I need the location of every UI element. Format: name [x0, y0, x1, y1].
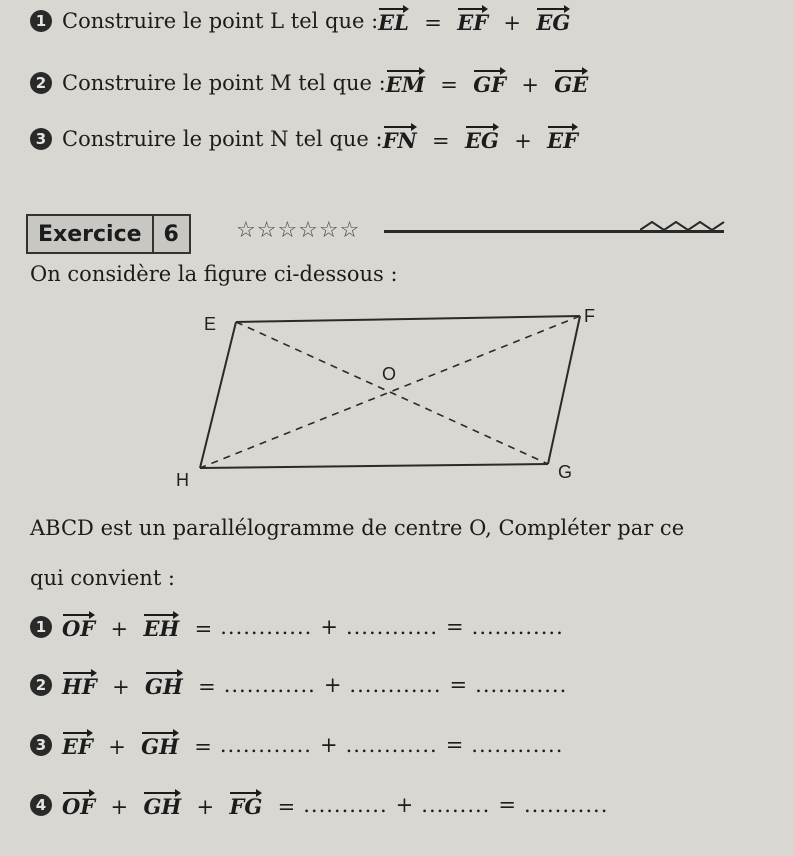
intro-text: On considère la figure ci-dessous : — [30, 262, 398, 286]
question-3: 3 EF + GH = ............ + ............ = ............ — [30, 730, 563, 759]
vector: GF — [473, 68, 506, 97]
statement-line-2: qui convient : — [30, 566, 176, 590]
answer-blank[interactable]: ............ — [345, 732, 438, 757]
question-2: 2 HF + GH = ............ + ............ = ............ — [30, 670, 567, 699]
number-badge: 3 — [30, 128, 52, 150]
vector: EL — [378, 6, 409, 35]
vector: OF — [62, 612, 95, 641]
answer-blank[interactable]: ............ — [220, 614, 313, 639]
vector: GH — [141, 730, 179, 759]
number-badge: 4 — [30, 794, 52, 816]
answer-blank[interactable]: ............ — [345, 614, 439, 639]
vector-equation: FN = EG + EF — [383, 124, 578, 153]
question-4: 4 OF + GH + FG = ........... + ......... = ........... — [30, 790, 608, 819]
vector: FG — [229, 790, 262, 819]
answer-blank[interactable]: ............ — [223, 672, 316, 697]
point-label-O: O — [382, 364, 397, 384]
construction-text: Construire le point N tel que : — [62, 126, 383, 151]
statement-line-1: ABCD est un parallélogramme de centre O, Compléter par ce — [30, 516, 685, 540]
number-badge: 3 — [30, 734, 52, 756]
number-badge: 1 — [30, 616, 52, 638]
vector-equation: EM = GF + GE — [386, 68, 589, 97]
answer-blank[interactable]: ............ — [219, 732, 312, 757]
answer-blank[interactable]: ............ — [475, 672, 568, 697]
answer-blank[interactable]: ............ — [471, 614, 564, 639]
vector: GH — [145, 670, 183, 699]
answer-blank[interactable]: ............ — [471, 732, 564, 757]
construction-text: Construire le point M tel que : — [62, 70, 386, 95]
wave-ornament — [640, 218, 730, 238]
vector: HF — [62, 670, 97, 699]
vector: OF — [62, 790, 95, 819]
construction-1 — [30, 6, 570, 35]
vector: EF — [547, 124, 578, 153]
exercise-header — [26, 214, 191, 254]
parallelogram-figure — [170, 300, 610, 500]
construction-2 — [30, 68, 588, 97]
vector: GE — [554, 68, 588, 97]
difficulty-stars: ☆☆☆☆☆☆ — [236, 218, 361, 243]
number-badge: 2 — [30, 72, 52, 94]
construction-text: Construire le point L tel que : — [62, 8, 379, 33]
exercise-number: 6 — [152, 216, 189, 252]
answer-blank[interactable]: ........... — [303, 792, 388, 817]
number-badge: 1 — [30, 10, 52, 32]
number-badge: 2 — [30, 674, 52, 696]
vector: GH — [143, 790, 181, 819]
answer-blank[interactable]: ........... — [523, 792, 609, 817]
vector: FN — [383, 124, 417, 153]
vector-equation: EL = EF + EG — [378, 6, 570, 35]
vector: EG — [536, 6, 570, 35]
answer-blank[interactable]: ......... — [421, 792, 491, 817]
vector: EG — [465, 124, 499, 153]
construction-3 — [30, 124, 578, 153]
point-label-F: F — [584, 306, 595, 326]
vector: EH — [143, 612, 179, 641]
point-label-G: G — [558, 462, 573, 482]
exercise-label: Exercice — [38, 221, 142, 247]
vector: EF — [457, 6, 488, 35]
answer-blank[interactable]: ............ — [349, 672, 442, 697]
point-label-H: H — [176, 470, 189, 490]
point-label-E: E — [204, 314, 217, 334]
vector: EF — [62, 730, 93, 759]
question-1: 1 OF + EH = ............ + ............ = ............ — [30, 612, 564, 641]
vector: EM — [386, 68, 425, 97]
